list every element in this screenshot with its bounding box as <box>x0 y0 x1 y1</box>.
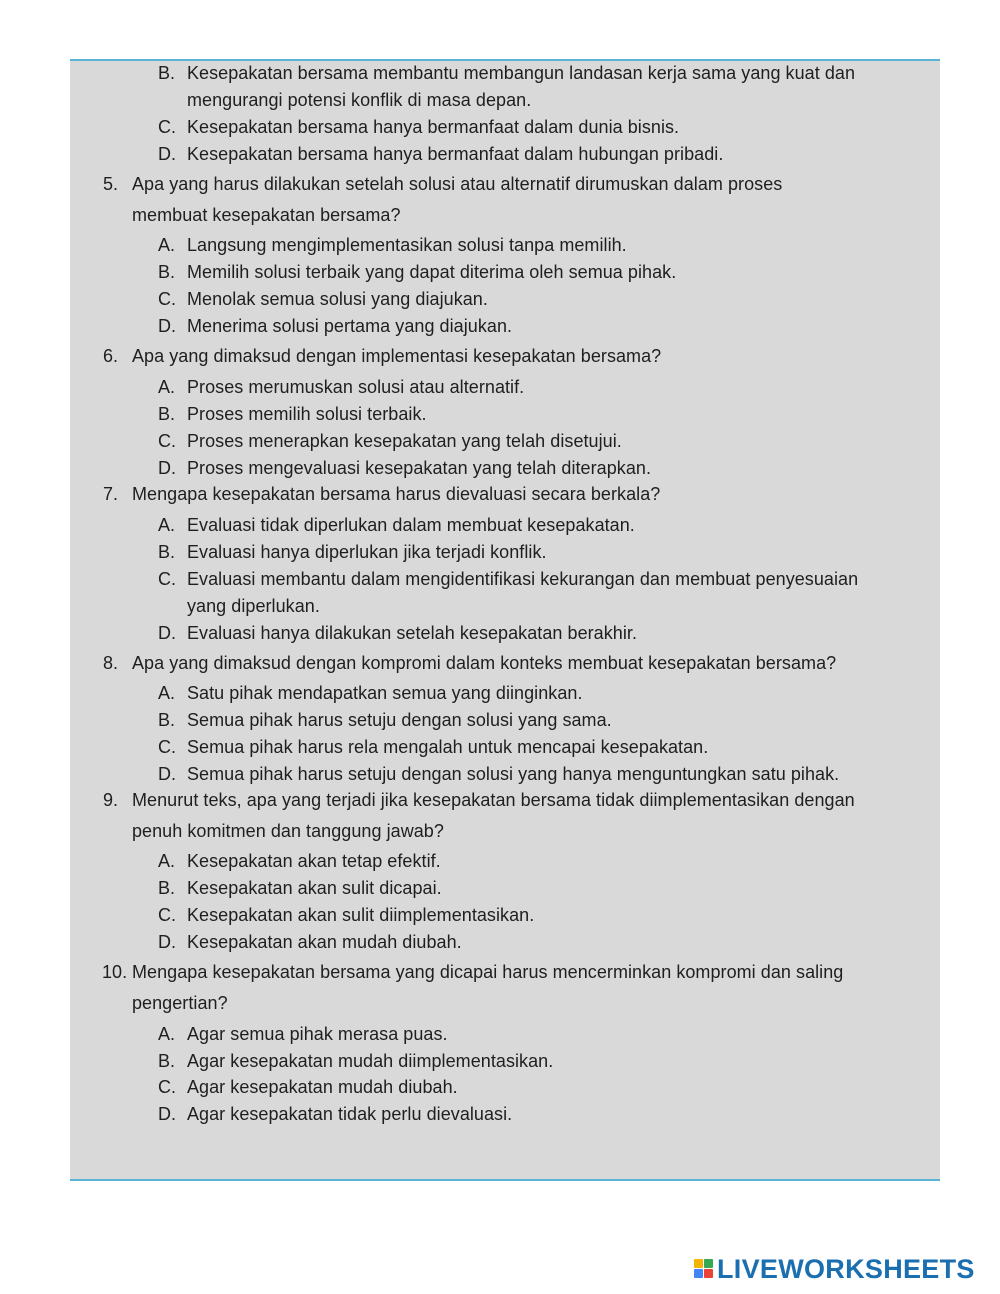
option-letter: B. <box>158 262 176 282</box>
option-text[interactable]: mengurangi potensi konflik di masa depan. <box>187 90 532 110</box>
option-text[interactable]: Proses merumuskan solusi atau alternatif. <box>187 377 525 397</box>
option-letter: C. <box>158 117 177 137</box>
option-text[interactable]: Satu pihak mendapatkan semua yang diinginkan. <box>187 683 583 703</box>
question-text: Menurut teks, apa yang terjadi jika kesepakatan bersama tidak diimplementasikan dengan <box>132 790 855 810</box>
option-text[interactable]: Evaluasi tidak diperlukan dalam membuat kesepakatan. <box>187 515 635 535</box>
option-text[interactable]: Kesepakatan akan tetap efektif. <box>187 851 441 871</box>
option-text[interactable]: Agar semua pihak merasa puas. <box>187 1024 448 1044</box>
question-number: 8. <box>103 653 119 673</box>
option-letter: B. <box>158 1051 176 1071</box>
option-letter: D. <box>158 932 177 952</box>
option-letter: D. <box>158 144 177 164</box>
option-letter: D. <box>158 764 177 784</box>
option-letter: D. <box>158 623 177 643</box>
option-letter: B. <box>158 63 176 83</box>
option-text[interactable]: Semua pihak harus setuju dengan solusi yang hanya menguntungkan satu pihak. <box>187 764 840 784</box>
question-text: Apa yang dimaksud dengan kompromi dalam konteks membuat kesepakatan bersama? <box>132 653 837 673</box>
option-text[interactable]: Proses mengevaluasi kesepakatan yang telah diterapkan. <box>187 458 651 478</box>
option-letter: C. <box>158 1077 177 1097</box>
option-text[interactable]: Semua pihak harus setuju dengan solusi yang sama. <box>187 710 612 730</box>
option-text[interactable]: Langsung mengimplementasikan solusi tanpa memilih. <box>187 235 627 255</box>
question-text: Apa yang dimaksud dengan implementasi kesepakatan bersama? <box>132 346 662 366</box>
option-text[interactable]: Kesepakatan akan sulit diimplementasikan. <box>187 905 535 925</box>
option-text[interactable]: yang diperlukan. <box>187 596 320 616</box>
option-text[interactable]: Kesepakatan akan mudah diubah. <box>187 932 462 952</box>
option-letter: C. <box>158 569 177 589</box>
option-text[interactable]: Kesepakatan bersama membantu membangun landasan kerja sama yang kuat dan <box>187 63 856 83</box>
question-number: 5. <box>103 174 119 194</box>
option-letter: D. <box>158 316 177 336</box>
option-text[interactable]: Evaluasi hanya diperlukan jika terjadi konflik. <box>187 542 547 562</box>
option-letter: C. <box>158 289 177 309</box>
option-text[interactable]: Menolak semua solusi yang diajukan. <box>187 289 488 309</box>
option-text[interactable]: Memilih solusi terbaik yang dapat diterima oleh semua pihak. <box>187 262 677 282</box>
liveworksheets-logo <box>694 1256 975 1282</box>
option-letter: C. <box>158 905 177 925</box>
option-text[interactable]: Agar kesepakatan mudah diimplementasikan. <box>187 1051 554 1071</box>
option-letter: B. <box>158 710 176 730</box>
option-text[interactable]: Evaluasi membantu dalam mengidentifikasi kekurangan dan membuat penyesuaian <box>187 569 859 589</box>
option-text[interactable]: Proses menerapkan kesepakatan yang telah disetujui. <box>187 431 622 451</box>
option-text[interactable]: Kesepakatan akan sulit dicapai. <box>187 878 442 898</box>
logo-mark-square <box>694 1269 703 1278</box>
question-text: Apa yang harus dilakukan setelah solusi atau alternatif dirumuskan dalam proses <box>132 174 783 194</box>
option-text[interactable]: Agar kesepakatan tidak perlu dievaluasi. <box>187 1104 513 1124</box>
option-letter: B. <box>158 542 176 562</box>
question-text: Mengapa kesepakatan bersama harus dievaluasi secara berkala? <box>132 484 661 504</box>
option-text[interactable]: Kesepakatan bersama hanya bermanfaat dalam hubungan pribadi. <box>187 144 724 164</box>
option-text[interactable]: Agar kesepakatan mudah diubah. <box>187 1077 458 1097</box>
option-letter: A. <box>158 683 176 703</box>
option-letter: D. <box>158 1104 177 1124</box>
option-letter: B. <box>158 404 176 424</box>
option-text[interactable]: Semua pihak harus rela mengalah untuk mencapai kesepakatan. <box>187 737 709 757</box>
question-text: membuat kesepakatan bersama? <box>132 205 401 225</box>
question-number: 7. <box>103 484 119 504</box>
option-letter: C. <box>158 431 177 451</box>
option-letter: A. <box>158 377 176 397</box>
logo-mark-square <box>704 1269 713 1278</box>
option-letter: A. <box>158 1024 176 1044</box>
question-number: 6. <box>103 346 119 366</box>
option-letter: B. <box>158 878 176 898</box>
question-number: 10. <box>102 962 128 982</box>
logo-mark-square <box>694 1259 703 1268</box>
option-text[interactable]: Evaluasi hanya dilakukan setelah kesepakatan berakhir. <box>187 623 637 643</box>
option-letter: A. <box>158 515 176 535</box>
liveworksheets-logo-icon <box>694 1259 714 1279</box>
logo-mark-square <box>704 1259 713 1268</box>
option-letter: A. <box>158 851 176 871</box>
option-letter: A. <box>158 235 176 255</box>
option-text[interactable]: Kesepakatan bersama hanya bermanfaat dalam dunia bisnis. <box>187 117 680 137</box>
option-text[interactable]: Proses memilih solusi terbaik. <box>187 404 427 424</box>
option-letter: C. <box>158 737 177 757</box>
option-text[interactable]: Menerima solusi pertama yang diajukan. <box>187 316 513 336</box>
logo-text: LIVEWORKSHEETS <box>717 1254 975 1284</box>
question-text: pengertian? <box>132 993 228 1013</box>
option-letter: D. <box>158 458 177 478</box>
question-number: 9. <box>103 790 119 810</box>
question-text: penuh komitmen dan tanggung jawab? <box>132 821 444 841</box>
question-text: Mengapa kesepakatan bersama yang dicapai harus mencerminkan kompromi dan saling <box>132 962 844 982</box>
